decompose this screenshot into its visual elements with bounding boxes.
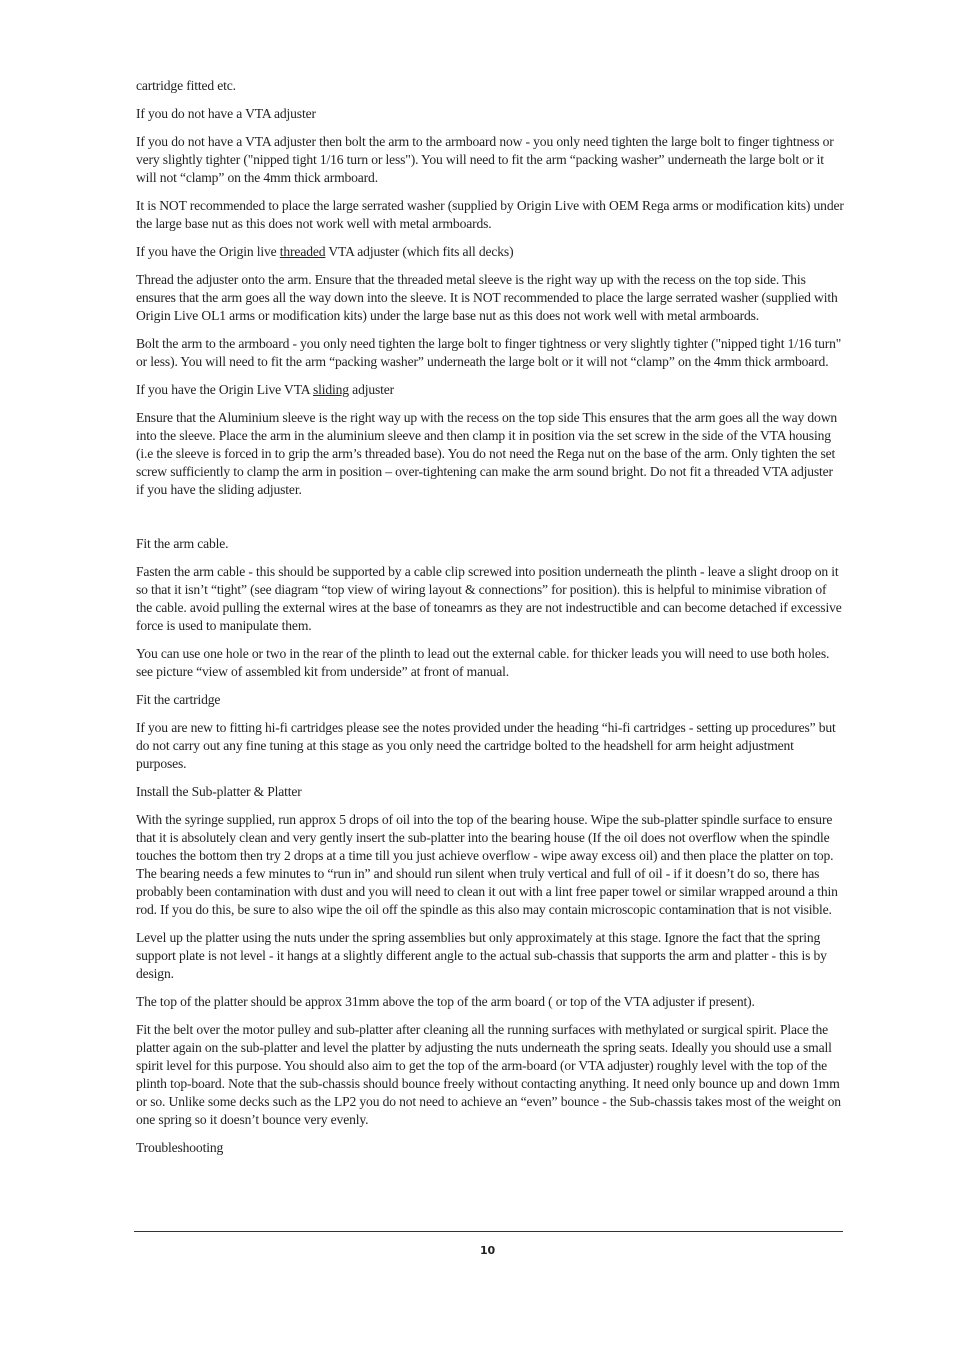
heading-threaded-vta-adjuster — [136, 243, 844, 261]
paragraph-thread-adjuster: Thread the adjuster onto the arm. Ensure that the threaded metal sleeve is the right way up with the recess on the top side. This ensures that the arm goes all the way down into the sleeve. It is NOT recommended to place the large serrated washer (supplied with Origin Live OL1 arms or modification kits) under the large base nut as this does not work well with metal armboards. — [136, 272, 838, 323]
heading-fit-cartridge: Fit the cartridge — [136, 692, 221, 707]
underlined-word-threaded: threaded — [279, 244, 326, 259]
heading-install-platter: Install the Sub-platter & Platter — [136, 784, 302, 799]
paragraph-fasten-arm-cable: Fasten the arm cable - this should be supported by a cable clip screwed into position underneath the plinth - leave a slight droop on it so that it isn’t “tight” (see diagram “top view of wiring layout & connections” for position). this is helpful to minimise vibration of the cable. avoid pulling the external wires at the base of toneamrs as they are not indestructible and can become detached if excessive force is used to manipulate them. — [136, 564, 842, 633]
paragraph-aluminium-sleeve: Ensure that the Aluminium sleeve is the right way up with the recess on the top side This ensures that the arm goes all the way down into the sleeve. Place the arm in the aluminium sleeve and then clamp it in position via the set screw in the side of the VTA housing (i.e the sleeve is forced in to grip the arm’s threaded base). You do not need the Rega nut on the base of the arm. Only tighten the set screw sufficiently to clamp the arm in position – over-tightening can make the arm sound bright. Do not fit a threaded VTA adjuster if you have the sliding adjuster. — [136, 410, 838, 497]
paragraph-platter-height: The top of the platter should be approx 31mm above the top of the arm board ( or top of the VTA adjuster if present). — [136, 994, 755, 1009]
paragraph-cartridge-notes: If you are new to fitting hi-fi cartridges please see the notes provided under the heading “hi-fi cartridges - setting up procedures” but do not carry out any fine tuning at this stage as you only need the cartridge bolted to the headshell for arm height adjustment purposes. — [136, 720, 836, 771]
paragraph-serrated-washer-note: It is NOT recommended to place the large serrated washer (supplied by Origin Live with OEM Rega arms or modification kits) under the large base nut as this does not work well with metal armboards. — [136, 198, 844, 231]
paragraph-fit-belt: Fit the belt over the motor pulley and sub-platter after cleaning all the running surfaces with methylated or surgical spirit. Place the platter again on the sub-platter and level the platter by adjusting the nuts underneath the spring seats. Ideally you should use a small spirit level for this purpose. You should also aim to get the top of the arm-board (or VTA adjuster) roughly level with the top of the plinth top-board. Note that the sub-chassis should bounce freely without contacting anything. It need only bounce up and down 1mm or so. Unlike some decks such as the LP2 you do not need to achieve an “even” bounce - the Sub-chassis takes most of the weight on one spring so it doesn’t bounce very evenly. — [136, 1022, 841, 1127]
page-body — [136, 77, 844, 1167]
heading-text-after: adjuster — [348, 382, 395, 397]
heading-sliding-vta-adjuster — [136, 381, 844, 399]
heading-text-before: If you have the Origin live — [136, 244, 280, 259]
heading-no-vta-adjuster: If you do not have a VTA adjuster — [136, 106, 316, 121]
paragraph-level-platter: Level up the platter using the nuts under the spring assemblies but only approximately at this stage. Ignore the fact that the spring support plate is not level - it hangs at a slightly different angle to the actual sub-chassis that supports the arm and platter - this is by design. — [136, 930, 827, 981]
paragraph-plinth-holes: You can use one hole or two in the rear of the plinth to lead out the external cable. for thicker leads you will need to use both holes. see picture “view of assembled kit from underside” at front of manual. — [136, 646, 830, 679]
paragraph-cartridge-fitted: cartridge fitted etc. — [136, 78, 236, 93]
heading-fit-arm-cable: Fit the arm cable. — [136, 536, 229, 551]
heading-text-after: VTA adjuster (which fits all decks) — [325, 244, 514, 259]
paragraph-bolt-arm: If you do not have a VTA adjuster then bolt the arm to the armboard now - you only need tighten the large bolt to finger tightness or very slightly tighter ("nipped tight 1/16 turn or less"). You will need to fit the arm “packing washer” underneath the large bolt or it will not “clamp” on the 4mm thick armboard. — [136, 134, 834, 185]
page-number: 10 — [479, 1244, 495, 1257]
heading-troubleshooting: Troubleshooting — [136, 1140, 224, 1155]
underlined-word-sliding: sliding — [312, 382, 349, 397]
heading-text-before: If you have the Origin Live VTA — [136, 382, 313, 397]
paragraph-bolt-armboard: Bolt the arm to the armboard - you only need tighten the large bolt to finger tightness or very slightly tighter ("nipped tight 1/16 turn" or less). You will need to fit the arm “packing washer” underneath the large bolt or it will not “clamp” on the 4mm thick armboard. — [136, 336, 842, 369]
footer-divider — [134, 1231, 843, 1232]
paragraph-oil-bearing: With the syringe supplied, run approx 5 drops of oil into the top of the bearing house. Wipe the sub-platter spindle surface to ensure that it is absolutely clean and very gently insert the sub-platter into the bearing house (If the oil does not overflow when the spindle touches the bottom then try 2 drops at a time till you just achieve overflow - wipe away excess oil) and then place the platter on top. The bearing needs a few minutes to “run in” and should run silent when truly vertical and full of oil - if it doesn’t do so, there has probably been contamination with dust and you will need to clean it out with a lint free paper towel or similar wrapped around a thin rod. If you do this, be sure to also wipe the oil off the spindle as this also may contain microscopic contamination that is not visible. — [136, 812, 838, 917]
